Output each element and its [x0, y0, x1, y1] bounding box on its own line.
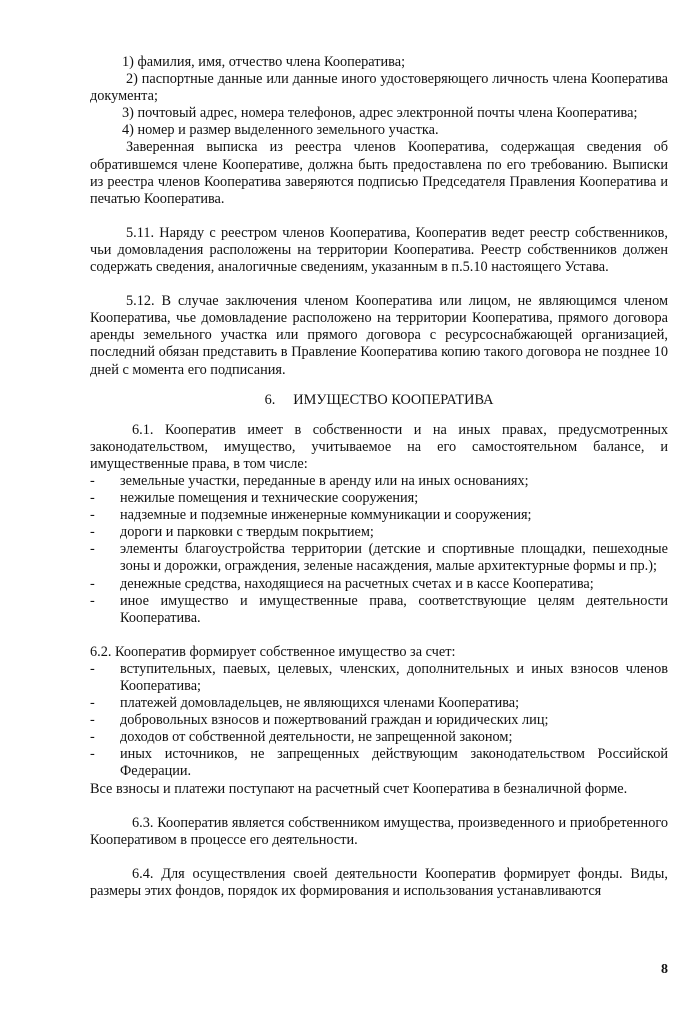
paragraph-5-12: 5.12. В случае заключения членом Кооператива или лицом, не являющимся членом Кооператива, чье домовладение расположено на территории Кооператива, прямого договора аренды земельного участка или прямого договора с ресурсоснабжающей организацией, последний обязан представить в Правление Кооператива копию такого договора не позднее 10 дней с момента его подписания. — [90, 293, 668, 378]
list-item: 3) почтовый адрес, номера телефонов, адрес электронной почты члена Кооператива; — [122, 105, 638, 122]
list-6-1 — [90, 473, 668, 627]
dash-marker: - — [90, 472, 95, 489]
list-item: - элементы благоустройства территории (детские и спортивные площадки, пешеходные зоны и дорожки, ограждения, зеленые насаждения, малые архитектурные формы и пр.); — [90, 541, 668, 575]
section-number: 6. — [264, 391, 276, 408]
paragraph-extract: Заверенная выписка из реестра членов Кооператива, содержащая сведения об обратившемся члене Кооперативе, должна быть предоставлена по его требованию. Выписки из реестра членов Кооператива заверяются подписью Председателя Правления Кооператива и печатью Кооператива. — [90, 139, 668, 207]
list-item: - иное имущество и имущественные права, соответствующие целям деятельности Кооператива. — [90, 592, 668, 626]
list-item: 4) номер и размер выделенного земельного участка. — [122, 122, 439, 139]
list-item: - платежей домовладельцев, не являющихся членами Кооператива; — [90, 695, 520, 712]
dash-marker: - — [90, 695, 95, 712]
paragraph-6-4: 6.4. Для осуществления своей деятельности Кооператив формирует фонды. Виды, размеры этих фондов, порядок их формирования и использования устанавливаются — [90, 865, 668, 899]
list-item: - надземные и подземные инженерные коммуникации и сооружения; — [90, 507, 532, 524]
paragraph-payments: Все взносы и платежи поступают на расчетный счет Кооператива в безналичной форме. — [90, 780, 628, 797]
dash-marker: - — [90, 507, 95, 524]
list-item: 2) паспортные данные или данные иного удостоверяющего личность члена Кооператива документа; — [90, 71, 668, 105]
section-heading — [90, 392, 668, 409]
paragraph-6-2: 6.2. Кооператив формирует собственное имущество за счет: — [90, 643, 456, 660]
dash-marker: - — [90, 712, 95, 729]
dash-marker: - — [90, 746, 95, 763]
list-item: 1) фамилия, имя, отчество члена Кооператива; — [122, 54, 406, 70]
list-6-2 — [90, 661, 668, 781]
paragraph-6-3: 6.3. Кооператив является собственником имущества, произведенного и приобретенного Кооперативом в процессе его деятельности. — [90, 814, 668, 848]
list-item: - добровольных взносов и пожертвований граждан и юридических лиц; — [90, 712, 549, 729]
list-item: - дороги и парковки с твердым покрытием; — [90, 524, 374, 541]
dash-marker: - — [90, 490, 95, 507]
dash-marker: - — [90, 524, 95, 541]
list-item: - денежные средства, находящиеся на расчетных счетах и в кассе Кооператива; — [90, 575, 594, 592]
paragraph-6-1: 6.1. Кооператив имеет в собственности и на иных правах, предусмотренных законодательством, имущество, учитываемое на его самостоятельном балансе, и имущественные права, в том числе: — [90, 421, 668, 472]
dash-marker: - — [90, 575, 95, 592]
section-title: ИМУЩЕСТВО КООПЕРАТИВА — [293, 391, 494, 408]
list-item: - земельные участки, переданные в аренду или на иных основаниях; — [90, 472, 529, 489]
paragraph-5-11: 5.11. Наряду с реестром членов Кооператива, Кооператив ведет реестр собственников, чьи домовладения расположены на территории Кооператива. Реестр собственников должен содержать сведения, аналогичные сведениям, указанным в п.5.10 настоящего Устава. — [90, 224, 668, 276]
dash-marker: - — [90, 660, 95, 677]
dash-marker: - — [90, 729, 95, 746]
list-item: - нежилые помещения и технические сооружения; — [90, 490, 419, 507]
dash-marker: - — [90, 592, 95, 609]
list-item: - доходов от собственной деятельности, не запрещенной законом; — [90, 729, 513, 746]
page-content — [90, 54, 668, 900]
dash-marker: - — [90, 541, 95, 558]
list-item: - вступительных, паевых, целевых, членских, дополнительных и иных взносов членов Кооператива; — [90, 660, 668, 694]
list-item: - иных источников, не запрещенных действующим законодательством Российской Федерации. — [90, 746, 668, 780]
page-number: 8 — [661, 962, 668, 977]
